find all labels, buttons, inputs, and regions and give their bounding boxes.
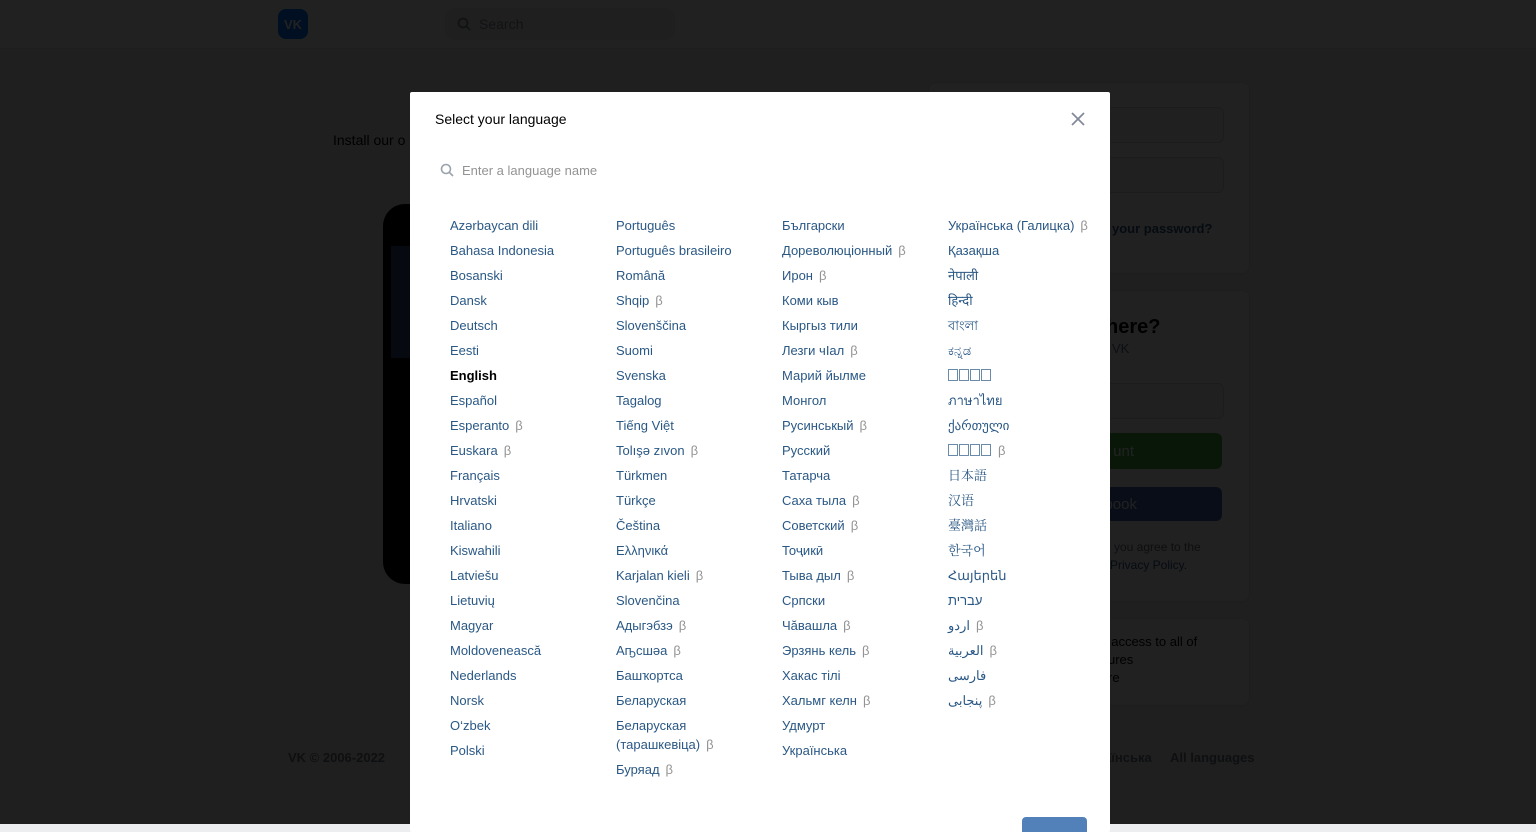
language-option[interactable] xyxy=(450,313,610,338)
language-label: Дореволюціонный xyxy=(782,243,893,258)
language-label: Кыргыз тили xyxy=(782,318,858,333)
language-option[interactable] xyxy=(616,757,776,782)
missing-glyph-icon xyxy=(959,444,969,456)
language-label: Español xyxy=(450,393,497,408)
missing-glyph-icon xyxy=(948,444,958,456)
language-option[interactable] xyxy=(616,513,776,538)
language-option[interactable] xyxy=(782,263,942,288)
language-option[interactable] xyxy=(948,338,1108,363)
language-option[interactable] xyxy=(948,213,1108,238)
missing-glyph-icon xyxy=(981,369,991,381)
language-label: Чăвашла xyxy=(782,618,838,633)
language-option[interactable] xyxy=(948,263,1108,288)
language-option[interactable] xyxy=(948,313,1108,338)
language-label: Svenska xyxy=(616,368,666,383)
language-option[interactable] xyxy=(782,288,942,313)
language-option[interactable] xyxy=(616,713,766,757)
language-option[interactable] xyxy=(616,338,776,363)
language-option[interactable] xyxy=(450,738,610,763)
language-option[interactable] xyxy=(450,563,610,588)
language-option[interactable] xyxy=(450,288,610,313)
language-option[interactable] xyxy=(616,463,776,488)
language-label: Português xyxy=(616,218,676,233)
language-option[interactable] xyxy=(616,488,776,513)
language-option[interactable] xyxy=(782,738,942,763)
language-option[interactable] xyxy=(450,713,610,738)
language-option[interactable] xyxy=(948,288,1108,313)
language-label: Eesti xyxy=(450,343,479,358)
language-label: Lietuvių xyxy=(450,593,495,608)
language-label: Moldovenească xyxy=(450,643,542,658)
language-label: Kiswahili xyxy=(450,543,501,558)
language-option[interactable] xyxy=(616,688,776,713)
language-option[interactable] xyxy=(616,613,776,638)
language-label: Аҧсшәа xyxy=(616,643,668,658)
beta-badge: β xyxy=(655,293,663,308)
language-label: Български xyxy=(782,218,845,233)
language-label: Հայերեն xyxy=(948,568,1007,583)
language-label: Советский xyxy=(782,518,845,533)
language-label: Tiếng Việt xyxy=(616,418,674,433)
language-label: Эрзянь кель xyxy=(782,643,856,658)
search-icon xyxy=(440,163,454,177)
language-option[interactable] xyxy=(450,538,610,563)
language-option[interactable] xyxy=(782,438,942,463)
language-label: Română xyxy=(616,268,666,283)
language-option[interactable] xyxy=(782,713,942,738)
language-option[interactable] xyxy=(450,513,610,538)
language-label: Беларуская (тарашкевіца) xyxy=(616,718,701,752)
language-label: Қазақша xyxy=(948,243,1000,258)
language-label: Italiano xyxy=(450,518,492,533)
modal-action-button[interactable] xyxy=(1022,817,1087,832)
beta-badge: β xyxy=(503,443,512,458)
language-label: Magyar xyxy=(450,618,494,633)
beta-badge: β xyxy=(678,618,687,633)
language-label: O‘zbek xyxy=(450,718,491,733)
language-label: Azərbaycan dili xyxy=(450,218,539,233)
language-label: Bosanski xyxy=(450,268,503,283)
language-label: Лезги чIал xyxy=(782,343,845,358)
language-option[interactable] xyxy=(450,263,610,288)
language-label: Hrvatski xyxy=(450,493,497,508)
language-label: Tolışə zıvon xyxy=(616,443,685,458)
language-option[interactable] xyxy=(948,438,1108,463)
language-label: Тоҷикӣ xyxy=(782,543,824,558)
language-option[interactable] xyxy=(450,638,610,663)
language-column-3 xyxy=(782,213,942,763)
language-option[interactable] xyxy=(948,688,1108,713)
language-column-4 xyxy=(948,213,1108,713)
language-label: Башҡортса xyxy=(616,668,683,683)
language-option[interactable] xyxy=(450,388,610,413)
language-label: اردو xyxy=(948,618,970,633)
language-label: Norsk xyxy=(450,693,484,708)
language-option[interactable] xyxy=(616,638,776,663)
language-label: Беларуская xyxy=(616,693,687,708)
language-option[interactable] xyxy=(782,663,942,688)
language-option[interactable] xyxy=(616,213,776,238)
language-label: Karjalan kieli xyxy=(616,568,690,583)
language-label: Suomi xyxy=(616,343,653,358)
language-label: فارسی xyxy=(948,668,987,683)
language-label: नेपाली xyxy=(948,268,979,283)
language-option[interactable] xyxy=(948,413,1108,438)
language-label: Français xyxy=(450,468,500,483)
missing-glyph-icon xyxy=(970,444,980,456)
language-column-2 xyxy=(616,213,776,782)
language-option[interactable] xyxy=(782,688,942,713)
language-option[interactable] xyxy=(948,588,1108,613)
beta-badge: β xyxy=(989,643,998,658)
language-label: Адыгэбзэ xyxy=(616,618,673,633)
beta-badge: β xyxy=(862,693,871,708)
missing-glyph-icon xyxy=(970,369,980,381)
language-label: Ирон xyxy=(782,268,813,283)
beta-badge: β xyxy=(1080,218,1088,233)
language-label: English xyxy=(450,368,497,383)
language-label: Русский xyxy=(782,443,831,458)
language-label: Tagalog xyxy=(616,393,662,408)
language-option[interactable] xyxy=(616,238,776,263)
language-option[interactable] xyxy=(948,488,1108,513)
language-option[interactable] xyxy=(450,588,610,613)
language-label: Ελληνικά xyxy=(616,543,669,558)
language-label: 한국어 xyxy=(948,543,986,558)
beta-badge: β xyxy=(665,762,674,777)
language-option[interactable] xyxy=(616,313,776,338)
language-option[interactable] xyxy=(616,588,776,613)
language-option[interactable] xyxy=(450,488,610,513)
language-option[interactable] xyxy=(782,238,942,263)
language-label: Хакас тілі xyxy=(782,668,841,683)
language-label: Türkmen xyxy=(616,468,668,483)
beta-badge: β xyxy=(846,568,855,583)
language-option[interactable] xyxy=(450,438,610,463)
language-option[interactable] xyxy=(616,363,776,388)
language-option[interactable] xyxy=(782,513,942,538)
language-label: Саха тыла xyxy=(782,493,847,508)
language-option[interactable] xyxy=(948,663,1108,688)
language-label: Čeština xyxy=(616,518,661,533)
language-label: Esperanto xyxy=(450,418,510,433)
language-label: Polski xyxy=(450,743,485,758)
beta-badge: β xyxy=(850,518,859,533)
language-label: Euskara xyxy=(450,443,498,458)
language-label: 日本語 xyxy=(948,468,988,483)
language-label: Latviešu xyxy=(450,568,499,583)
language-option[interactable] xyxy=(948,613,1108,638)
language-option[interactable] xyxy=(450,663,610,688)
language-label: پنجابی xyxy=(948,693,983,708)
language-option[interactable] xyxy=(782,388,942,413)
language-option[interactable] xyxy=(616,263,776,288)
language-label: 汉语 xyxy=(948,493,975,508)
language-modal xyxy=(410,92,1110,832)
language-label: Nederlands xyxy=(450,668,517,683)
beta-badge: β xyxy=(515,418,523,433)
language-option[interactable] xyxy=(450,463,610,488)
language-option[interactable] xyxy=(616,438,776,463)
missing-glyph-icon xyxy=(948,369,958,381)
language-option[interactable] xyxy=(782,213,942,238)
beta-badge: β xyxy=(818,268,827,283)
beta-badge: β xyxy=(690,443,699,458)
language-option[interactable] xyxy=(450,213,610,238)
language-label: Українська xyxy=(782,743,848,758)
language-option[interactable] xyxy=(782,463,942,488)
language-label: हिन्दी xyxy=(948,293,973,308)
language-option[interactable] xyxy=(782,488,942,513)
language-option[interactable] xyxy=(948,238,1108,263)
beta-badge: β xyxy=(850,343,858,358)
language-label: Коми кыв xyxy=(782,293,839,308)
language-option[interactable] xyxy=(782,588,942,613)
language-option[interactable] xyxy=(616,538,776,563)
language-option[interactable] xyxy=(948,363,1108,388)
language-option[interactable] xyxy=(782,313,942,338)
language-option[interactable] xyxy=(782,538,942,563)
language-option[interactable] xyxy=(948,513,1108,538)
language-label: Português brasileiro xyxy=(616,243,732,258)
beta-badge: β xyxy=(843,618,851,633)
language-option[interactable] xyxy=(782,613,942,638)
language-option[interactable] xyxy=(948,388,1108,413)
language-label: Slovenščina xyxy=(616,318,687,333)
language-option[interactable] xyxy=(616,288,776,313)
beta-badge: β xyxy=(706,737,714,752)
language-label: Русинськый xyxy=(782,418,854,433)
language-label: Тыва дыл xyxy=(782,568,841,583)
language-option[interactable] xyxy=(450,238,610,263)
beta-badge: β xyxy=(852,493,860,508)
beta-badge: β xyxy=(988,693,996,708)
language-search xyxy=(440,158,1080,182)
language-option[interactable] xyxy=(948,538,1108,563)
close-icon[interactable] xyxy=(1068,109,1088,129)
beta-badge: β xyxy=(975,618,984,633)
language-label: ಕನ್ನಡ xyxy=(948,343,972,358)
language-search-input[interactable] xyxy=(460,162,1064,179)
language-label: Slovenčina xyxy=(616,593,680,608)
language-label: עברית xyxy=(948,593,983,608)
language-label: 臺灣話 xyxy=(948,518,988,533)
beta-badge: β xyxy=(859,418,868,433)
language-option[interactable] xyxy=(616,663,776,688)
language-option[interactable] xyxy=(450,613,610,638)
language-label: Татарча xyxy=(782,468,831,483)
modal-title: Select your language xyxy=(435,111,567,127)
language-option[interactable] xyxy=(782,638,942,663)
language-option[interactable] xyxy=(450,413,610,438)
language-column-1 xyxy=(450,213,610,763)
language-label: Српски xyxy=(782,593,826,608)
language-label: Хальмг келн xyxy=(782,693,857,708)
beta-badge: β xyxy=(898,243,906,258)
language-label: Dansk xyxy=(450,293,487,308)
language-label: Shqip xyxy=(616,293,650,308)
language-option[interactable] xyxy=(450,338,610,363)
language-label: العربية xyxy=(948,643,984,658)
language-option[interactable] xyxy=(782,338,942,363)
language-label: Türkçe xyxy=(616,493,656,508)
language-option[interactable] xyxy=(782,413,942,438)
beta-badge: β xyxy=(998,443,1006,458)
language-option[interactable] xyxy=(450,363,610,388)
language-option[interactable] xyxy=(782,363,942,388)
language-label: ภาษาไทย xyxy=(948,393,1003,408)
beta-badge: β xyxy=(861,643,870,658)
language-label: ქართული xyxy=(948,418,1010,433)
beta-badge: β xyxy=(673,643,681,658)
language-label: Bahasa Indonesia xyxy=(450,243,555,258)
missing-glyph-icon xyxy=(981,444,991,456)
language-label: বাংলা xyxy=(948,318,979,333)
language-label: Удмурт xyxy=(782,718,826,733)
language-label: Марий йылме xyxy=(782,368,866,383)
language-label: Буряад xyxy=(616,762,660,777)
language-option[interactable] xyxy=(450,688,610,713)
missing-glyph-icon xyxy=(959,369,969,381)
language-label: Монгол xyxy=(782,393,827,408)
language-option[interactable] xyxy=(948,463,1108,488)
beta-badge: β xyxy=(695,568,704,583)
language-option[interactable] xyxy=(782,563,942,588)
language-label: Українська (Галицка) xyxy=(948,218,1075,233)
language-option[interactable] xyxy=(948,563,1108,588)
language-label: Deutsch xyxy=(450,318,498,333)
language-option[interactable] xyxy=(616,413,776,438)
language-option[interactable] xyxy=(948,638,1108,663)
language-option[interactable] xyxy=(616,563,776,588)
language-option[interactable] xyxy=(616,388,776,413)
